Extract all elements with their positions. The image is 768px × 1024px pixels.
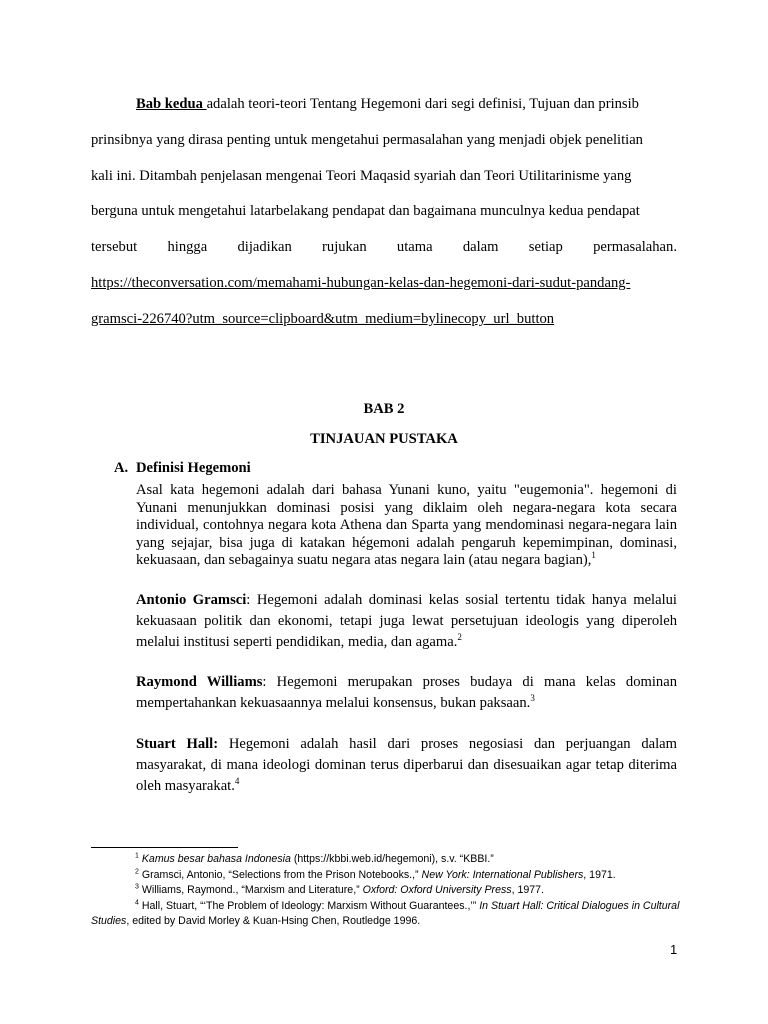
footnote-number: 3	[135, 883, 139, 891]
intro-line-3: kali ini. Ditambah penjelasan mengenai Teori Maqasid syariah dan Teori Utilitarinisme yang	[91, 168, 632, 184]
definition-author: Antonio Gramsci	[136, 592, 247, 608]
footnote-3	[91, 883, 681, 899]
intro-word: permasalahan.	[593, 239, 677, 255]
footnote-ref[interactable]: 4	[234, 776, 240, 787]
footnote-italic: Oxford: Oxford University Press	[362, 884, 512, 897]
hegemoni-definition-paragraph	[136, 482, 677, 570]
definition-text: Hegemoni adalah hasil dari proses negosiasi dan perjuangan dalam masyarakat, di mana ideologi dominan terus diperbarui dan disesuaikan agar tetap diterima oleh masyarakat.	[136, 736, 678, 794]
footnote-2	[91, 868, 681, 884]
footnote-text: Hall, Stuart, “‘The Problem of Ideology: Marxism Without Guarantees.,’”	[141, 899, 480, 912]
footnote-separator	[91, 847, 238, 848]
footnote-italic: New York: International Publishers	[421, 868, 584, 881]
footnote-italic: In Stuart Hall: Critical Dialogues in Cultural Studies	[91, 899, 680, 928]
definition-text: : Hegemoni merupakan proses budaya di mana kelas dominan mempertahankan kekuasaannya melalui konsensus, bukan paksaan.	[136, 674, 677, 711]
footnote-ref[interactable]: 1	[591, 550, 596, 561]
definition-hall	[136, 734, 677, 797]
definition-author: Stuart Hall:	[136, 736, 219, 752]
source-link-line-2[interactable]: gramsci-226740?utm_source=clipboard&utm_medium=bylinecopy_url_button	[91, 311, 555, 327]
definition-author: Raymond Williams	[136, 674, 263, 690]
section-a-heading	[114, 460, 251, 477]
intro-word: dalam	[462, 239, 499, 255]
footnote-text: Williams, Raymond., “Marxism and Literature,”	[141, 884, 363, 897]
intro-line-1-text: adalah teori-teori Tentang Hegemoni dari segi definisi, Tujuan dan prinsib	[206, 96, 639, 112]
intro-word: tersebut	[91, 239, 138, 255]
definition-text: : Hegemoni adalah dominasi kelas sosial tertentu tidak hanya melalui kekuasaan politik dan ekonomi, tetapi juga lewat persetujuan ideologis yang diperoleh melalui institusi seperti pendidikan, media, dan agama.	[136, 592, 677, 650]
chapter-number: BAB 2	[363, 401, 405, 417]
intro-line-2: prinsibnya yang dirasa penting untuk mengetahui permasalahan yang menjadi objek penelitian	[91, 132, 643, 148]
footnote-italic: Kamus besar bahasa Indonesia	[141, 853, 291, 865]
page-number: 1	[670, 942, 678, 957]
footnote-4	[91, 899, 681, 930]
footnote-ref[interactable]: 3	[530, 693, 535, 704]
section-letter: A.	[114, 460, 129, 476]
footnote-ref[interactable]: 2	[457, 632, 462, 643]
footnote-tail: , 1971.	[583, 868, 616, 881]
intro-line-5	[91, 237, 677, 257]
definition-gramsci	[136, 590, 677, 653]
footnote-number: 4	[135, 899, 139, 907]
source-link-line-1[interactable]: https://theconversation.com/memahami-hubungan-kelas-dan-hegemoni-dari-sudut-pandang-	[91, 275, 631, 291]
chapter-title: TINJAUAN PUSTAKA	[310, 431, 458, 447]
footnote-number: 2	[135, 868, 139, 876]
footnotes	[91, 852, 681, 930]
intro-line-1	[91, 94, 677, 114]
intro-word: dijadikan	[237, 239, 292, 255]
intro-word: setiap	[528, 239, 563, 255]
intro-word: utama	[396, 239, 433, 255]
paragraph-text: Asal kata hegemoni adalah dari bahasa Yunani kuno, yaitu "eugemonia". hegemoni di Yunani menunjukkan dominasi posisi yang diklaim oleh negara-negara kota secara individual, contohnya negara kota Athena dan Sparta yang mendominasi negara-negara lain yang sejajar, bisa juga di katakan hégemoni adalah pengaruh kepemimpinan, dominasi, kekuasaan, dan sebagainya suatu negara atas negara lain (atau negara bagian),	[136, 482, 677, 568]
intro-word: hingga	[167, 239, 208, 255]
intro-word: rujukan	[322, 239, 367, 255]
footnote-tail: , 1977.	[511, 884, 544, 897]
footnote-text: (https://kbbi.web.id/hegemoni), s.v. “KBBI.”	[290, 853, 494, 865]
footnote-number: 1	[135, 852, 139, 860]
footnote-text: Gramsci, Antonio, “Selections from the Prison Notebooks.,”	[141, 868, 422, 881]
footnote-tail: , edited by David Morley & Kuan-Hsing Chen, Routledge 1996.	[126, 915, 421, 928]
footnote-1	[91, 852, 681, 868]
section-heading-text: Definisi Hegemoni	[136, 460, 251, 476]
intro-line-4: berguna untuk mengetahui latarbelakang pendapat dan bagaimana munculnya kedua pendapat	[91, 203, 640, 219]
definition-williams	[136, 672, 677, 714]
intro-bold-lead: Bab kedua	[136, 96, 207, 112]
